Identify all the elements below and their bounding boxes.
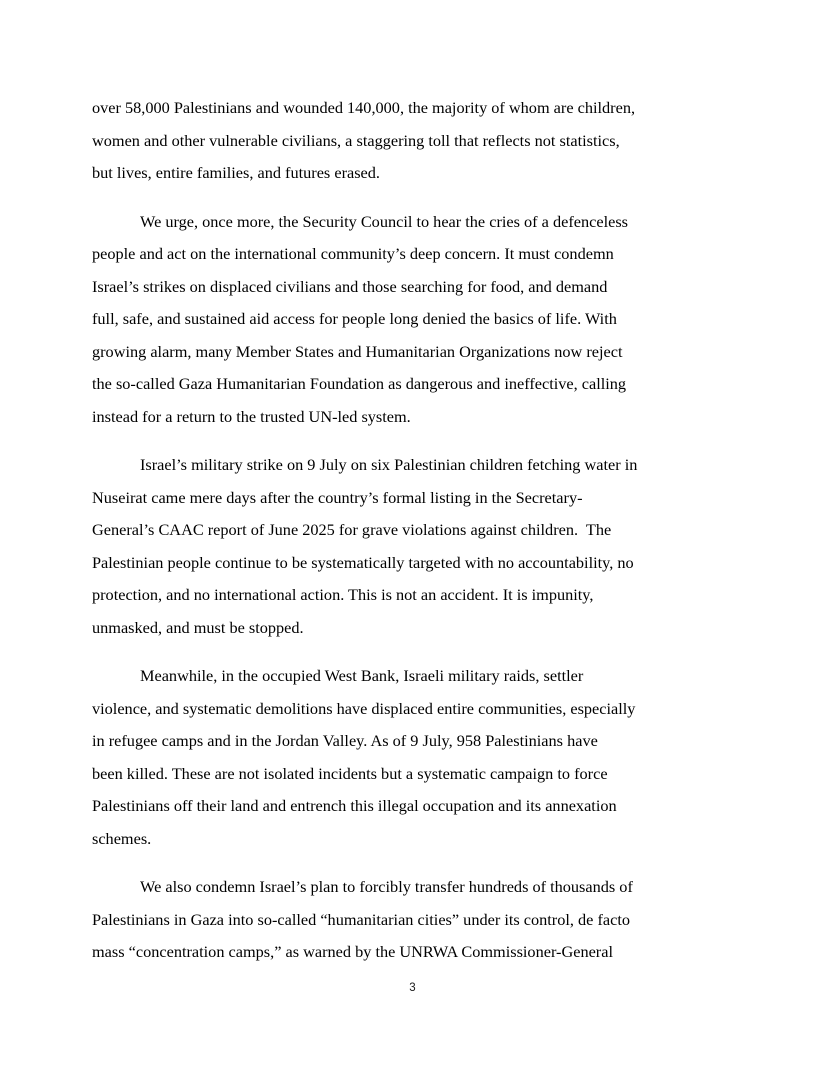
paragraph [92, 871, 737, 969]
text-line: Meanwhile, in the occupied West Bank, Israeli military raids, settler [140, 666, 584, 685]
paragraph [92, 206, 737, 434]
text-line: We also condemn Israel’s plan to forcibly transfer hundreds of thousands of [140, 877, 633, 896]
text-line: Israel’s strikes on displaced civilians and those searching for food, and demand [92, 276, 608, 296]
text-line: growing alarm, many Member States and Humanitarian Organizations now reject [92, 341, 623, 361]
text-line: unmasked, and must be stopped. [92, 617, 304, 637]
text-line: Palestinians in Gaza into so-called “humanitarian cities” under its control, de facto [92, 909, 631, 929]
text-line: been killed. These are not isolated incidents but a systematic campaign to force [92, 763, 608, 783]
text-line: people and act on the international community’s deep concern. It must condemn [92, 244, 614, 263]
text-line: in refugee camps and in the Jordan Valley. As of 9 July, 958 Palestinians have [92, 731, 598, 750]
text-line: full, safe, and sustained aid access for people long denied the basics of life. With [92, 309, 617, 328]
text-line: Nuseirat came mere days after the country’s formal listing in the Secretary- [92, 487, 583, 507]
paragraph [92, 449, 737, 644]
text-line: schemes. [92, 828, 152, 848]
text-line: mass “concentration camps,” as warned by the UNRWA Commissioner-General [92, 942, 613, 961]
text-line: violence, and systematic demolitions have displaced entire communities, especially [92, 698, 636, 718]
text-line: General’s CAAC report of June 2025 for grave violations against children. The [92, 520, 612, 539]
text-line: over 58,000 Palestinians and wounded 140,000, the majority of whom are children, [92, 98, 636, 117]
text-line: We urge, once more, the Security Council to hear the cries of a defenceless [140, 211, 628, 231]
page-number: 3 [409, 982, 416, 994]
paragraph [92, 92, 737, 190]
paragraph [92, 660, 737, 855]
text-line: Palestinian people continue to be systematically targeted with no accountability, no [92, 552, 634, 572]
text-line: protection, and no international action. This is not an accident. It is impunity, [92, 585, 594, 604]
text-line: the so-called Gaza Humanitarian Foundation as dangerous and ineffective, calling [92, 374, 627, 393]
text-line: Israel’s military strike on 9 July on six Palestinian children fetching water in [140, 455, 638, 474]
text-line: but lives, entire families, and futures erased. [92, 163, 380, 182]
document-body [92, 92, 737, 985]
text-line: instead for a return to the trusted UN-led system. [92, 406, 411, 426]
text-line: women and other vulnerable civilians, a staggering toll that reflects not statistics, [92, 130, 620, 150]
text-line: Palestinians off their land and entrench this illegal occupation and its annexation [92, 796, 617, 815]
